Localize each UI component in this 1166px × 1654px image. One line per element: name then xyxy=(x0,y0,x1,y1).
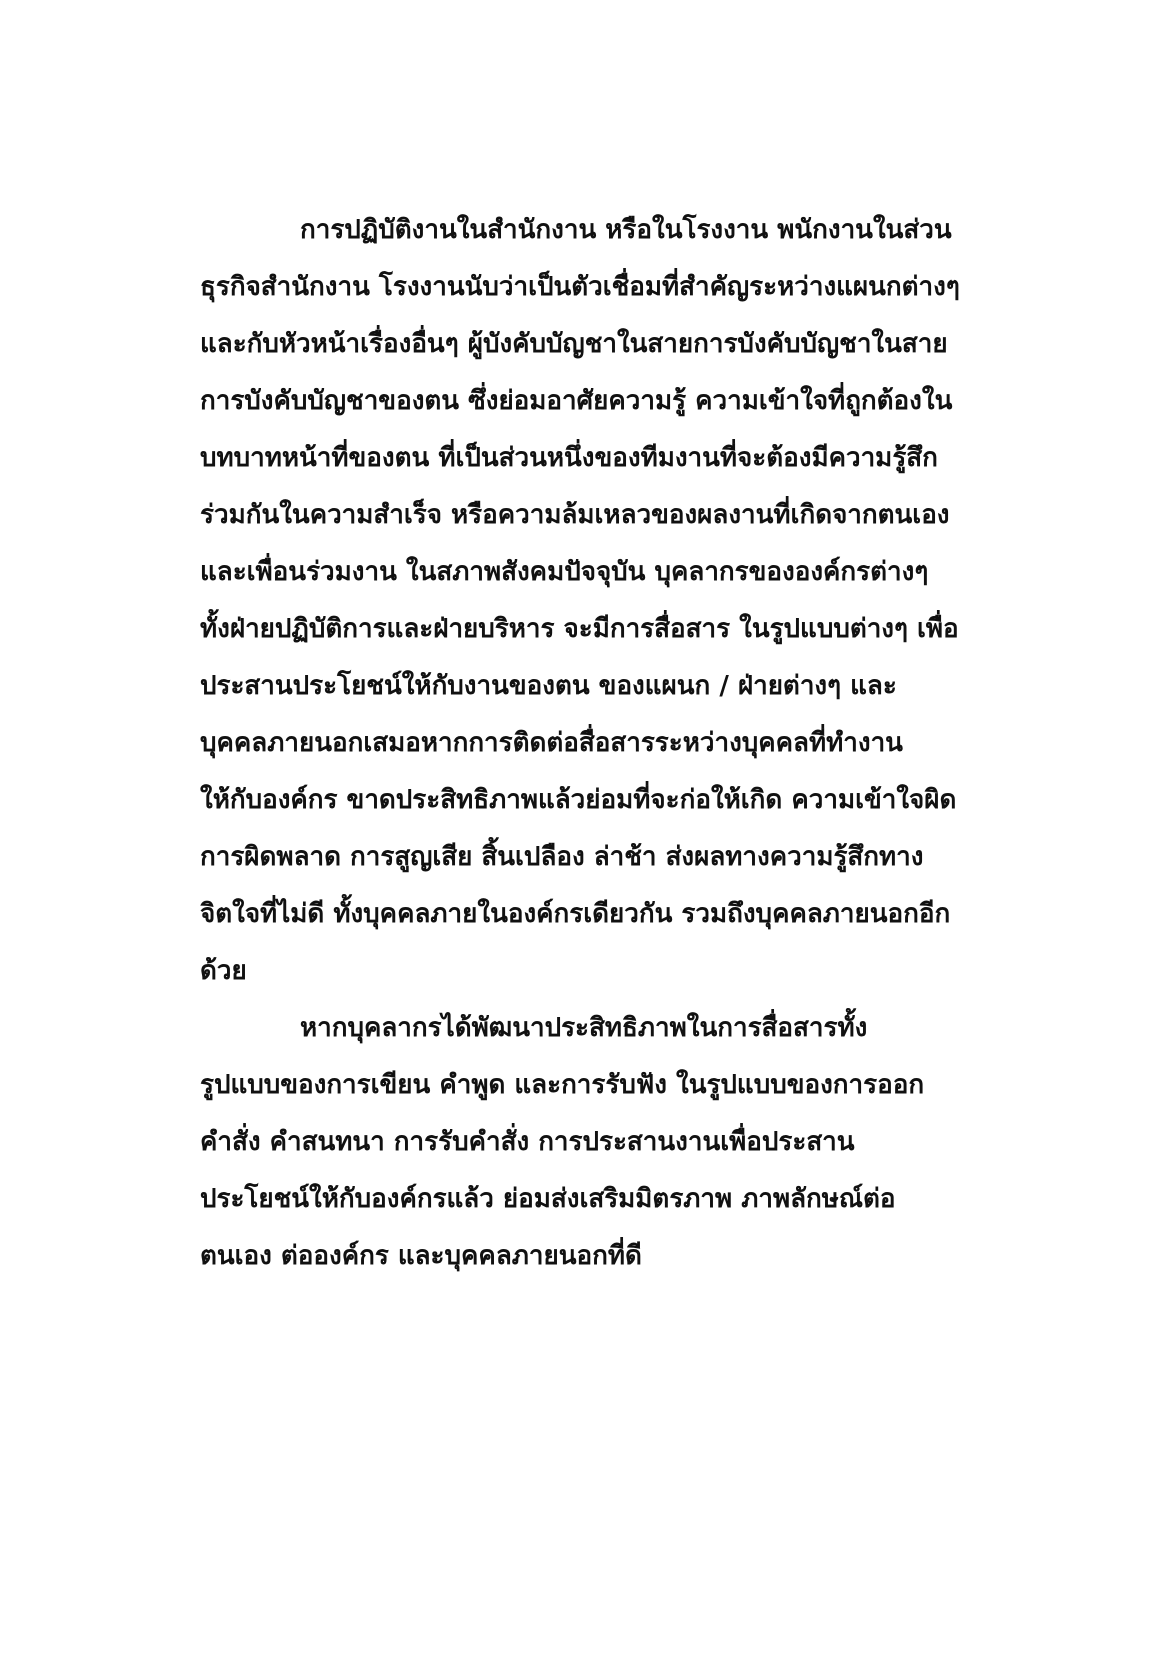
text-line: และกับหัวหน้าเรื่องอื่นๆ ผู้บังคับบัญชาในสายการบังคับบัญชาในสาย xyxy=(200,329,948,359)
text-line: ธุรกิจสำนักงาน โรงงานนับว่าเป็นตัวเชื่อมที่สำคัญระหว่างแผนกต่างๆ xyxy=(200,272,960,302)
text-line: จิตใจที่ไม่ดี ทั้งบุคคลภายในองค์กรเดียวกัน รวมถึงบุคคลภายนอกอีก xyxy=(200,899,951,929)
body-text xyxy=(200,202,1000,1285)
text-line: รูปแบบของการเขียน คำพูด และการรับฟัง ในรูปแบบของการออก xyxy=(200,1070,925,1100)
text-line: ประโยชน์ให้กับองค์กรแล้ว ย่อมส่งเสริมมิตรภาพ ภาพลักษณ์ต่อ xyxy=(200,1184,896,1214)
text-line: ด้วย xyxy=(200,956,247,986)
text-line: การผิดพลาด การสูญเสีย สิ้นเปลือง ล่าช้า ส่งผลทางความรู้สึกทาง xyxy=(200,842,924,872)
text-line: ทั้งฝ่ายปฏิบัติการและฝ่ายบริหาร จะมีการสื่อสาร ในรูปแบบต่างๆ เพื่อ xyxy=(200,614,959,644)
text-line: บทบาทหน้าที่ของตน ที่เป็นส่วนหนึ่งของทีมงานที่จะต้องมีความรู้สึก xyxy=(200,443,938,473)
text-line: ประสานประโยชน์ให้กับงานของตน ของแผนก / ฝ่ายต่างๆ และ xyxy=(200,671,897,701)
paragraph-1 xyxy=(200,202,1000,1000)
text-line: การปฏิบัติงานในสำนักงาน หรือในโรงงาน พนักงานในส่วน xyxy=(300,215,952,245)
text-line: ให้กับองค์กร ขาดประสิทธิภาพแล้วย่อมที่จะก่อให้เกิด ความเข้าใจผิด xyxy=(200,785,957,815)
text-line: ตนเอง ต่อองค์กร และบุคคลภายนอกที่ดี xyxy=(200,1241,642,1271)
text-line: การบังคับบัญชาของตน ซึ่งย่อมอาศัยความรู้ ความเข้าใจที่ถูกต้องใน xyxy=(200,386,953,416)
text-line: หากบุคลากรได้พัฒนาประสิทธิภาพในการสื่อสารทั้ง xyxy=(300,1013,868,1043)
text-line: ร่วมกันในความสำเร็จ หรือความล้มเหลวของผลงานที่เกิดจากตนเอง xyxy=(200,500,950,530)
text-line: คำสั่ง คำสนทนา การรับคำสั่ง การประสานงานเพื่อประสาน xyxy=(200,1127,855,1157)
text-line: บุคคลภายนอกเสมอหากการติดต่อสื่อสารระหว่างบุคคลที่ทำงาน xyxy=(200,728,903,758)
paragraph-2 xyxy=(200,1000,1000,1285)
text-line: และเพื่อนร่วมงาน ในสภาพสังคมปัจจุบัน บุคลากรขององค์กรต่างๆ xyxy=(200,557,929,587)
